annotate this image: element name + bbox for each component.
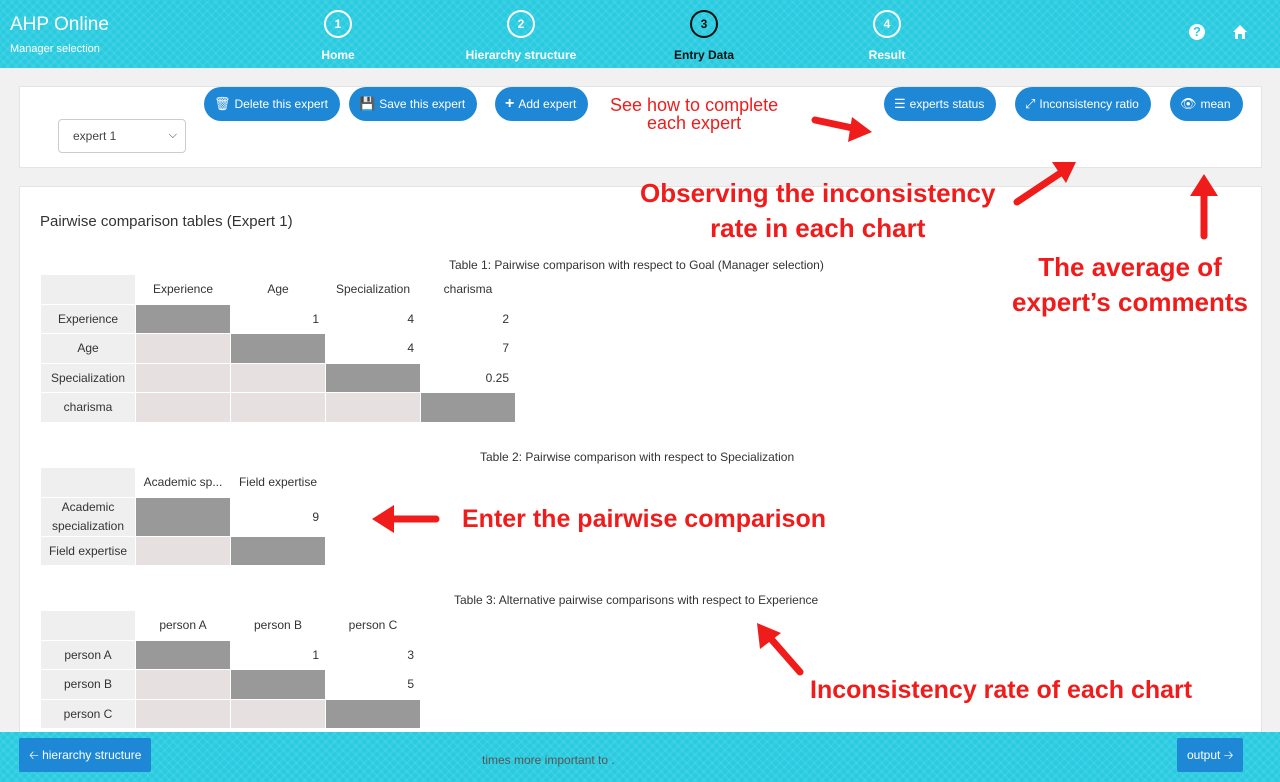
step-number: 4 bbox=[873, 10, 901, 38]
experts-status-label: experts status bbox=[909, 97, 985, 111]
column-header: person C bbox=[326, 611, 421, 641]
column-header: person A bbox=[136, 611, 231, 641]
row-header: Age bbox=[41, 334, 136, 364]
comparison-cell[interactable]: 0.25 bbox=[421, 363, 516, 393]
annotation-inconsistency-rate: Inconsistency rate of each chart bbox=[810, 676, 1193, 704]
annotation-line: each expert bbox=[647, 113, 742, 133]
comparison-cell[interactable]: 1 bbox=[231, 640, 326, 670]
row-header: person A bbox=[41, 640, 136, 670]
row-header: charisma bbox=[41, 393, 136, 423]
eye-icon: 👁 bbox=[1180, 96, 1197, 111]
column-header: charisma bbox=[421, 275, 516, 305]
step-number: 1 bbox=[324, 10, 352, 38]
arrow-right-icon: 🡢 bbox=[1220, 748, 1234, 762]
comparison-cell[interactable]: 2 bbox=[421, 304, 516, 334]
annotation-enter-comparison: Enter the pairwise comparison bbox=[462, 505, 826, 533]
step-label: Hierarchy structure bbox=[465, 48, 577, 62]
app-title: AHP Online bbox=[10, 14, 109, 35]
expert-select-value: expert 1 bbox=[73, 129, 117, 143]
table-1-caption: Table 1: Pairwise comparison with respect to Goal (Manager selection) bbox=[449, 258, 824, 272]
save-expert-label: Save this expert bbox=[379, 97, 466, 111]
column-header: person B bbox=[231, 611, 326, 641]
column-header: Age bbox=[231, 275, 326, 305]
inconsistency-ratio-label: Inconsistency ratio bbox=[1039, 97, 1139, 111]
annotation-line: The average of bbox=[1038, 252, 1222, 282]
list-icon: ☰ bbox=[894, 96, 906, 111]
row-header: Specialization bbox=[41, 363, 136, 393]
row-header: person C bbox=[41, 699, 136, 729]
comparison-cell[interactable]: 3 bbox=[326, 640, 421, 670]
help-icon[interactable]: ? bbox=[1189, 24, 1205, 40]
step-label: Result bbox=[868, 48, 906, 62]
step-label: Entry Data bbox=[673, 48, 735, 62]
row-header: Field expertise bbox=[41, 536, 136, 566]
arrow-left-icon: 🡠 bbox=[29, 748, 43, 762]
annotation-line: See how to complete bbox=[610, 95, 779, 115]
comparison-cell[interactable]: 7 bbox=[421, 334, 516, 364]
save-icon: 💾 bbox=[359, 96, 376, 111]
output-label: output bbox=[1187, 748, 1221, 762]
page-title: Pairwise comparison tables (Expert 1) bbox=[40, 213, 293, 230]
comparison-cell[interactable]: 4 bbox=[326, 334, 421, 364]
step-number: 2 bbox=[507, 10, 535, 38]
comparison-cell[interactable]: 5 bbox=[326, 670, 421, 700]
table-3-caption: Table 3: Alternative pairwise comparisons with respect to Experience bbox=[454, 593, 819, 607]
comparison-cell[interactable]: 4 bbox=[326, 304, 421, 334]
step-label: Home bbox=[321, 48, 355, 62]
row-header: Experience bbox=[41, 304, 136, 334]
annotation-line: Observing the inconsistency bbox=[640, 178, 996, 208]
column-header: Experience bbox=[136, 275, 231, 305]
delete-expert-label: Delete this expert bbox=[234, 97, 328, 111]
annotation-line: expert’s comments bbox=[1012, 287, 1249, 317]
comparison-cell[interactable]: 1 bbox=[231, 304, 326, 334]
row-header: person B bbox=[41, 670, 136, 700]
mean-label: mean bbox=[1200, 97, 1231, 111]
chevron-down-icon: ⌵ bbox=[168, 129, 177, 141]
row-header: Academic specialization bbox=[41, 497, 136, 536]
table-2-caption: Table 2: Pairwise comparison with respect to Specialization bbox=[480, 450, 795, 464]
plus-icon: + bbox=[505, 95, 515, 112]
trash-icon: 🗑 bbox=[214, 96, 231, 111]
column-header: Specialization bbox=[326, 275, 421, 305]
annotation-line: rate in each chart bbox=[710, 213, 926, 243]
column-header: Field expertise bbox=[231, 468, 326, 498]
column-header: Academic sp... bbox=[136, 468, 231, 498]
compress-icon: ⤢ bbox=[1025, 96, 1036, 111]
add-expert-label: Add expert bbox=[518, 97, 577, 111]
importance-hint: times more important to . bbox=[482, 753, 615, 767]
step-number: 3 bbox=[690, 10, 718, 38]
app-subtitle: Manager selection bbox=[10, 43, 100, 55]
comparison-cell[interactable]: 9 bbox=[231, 497, 326, 536]
back-hierarchy-label: hierarchy structure bbox=[42, 748, 142, 762]
